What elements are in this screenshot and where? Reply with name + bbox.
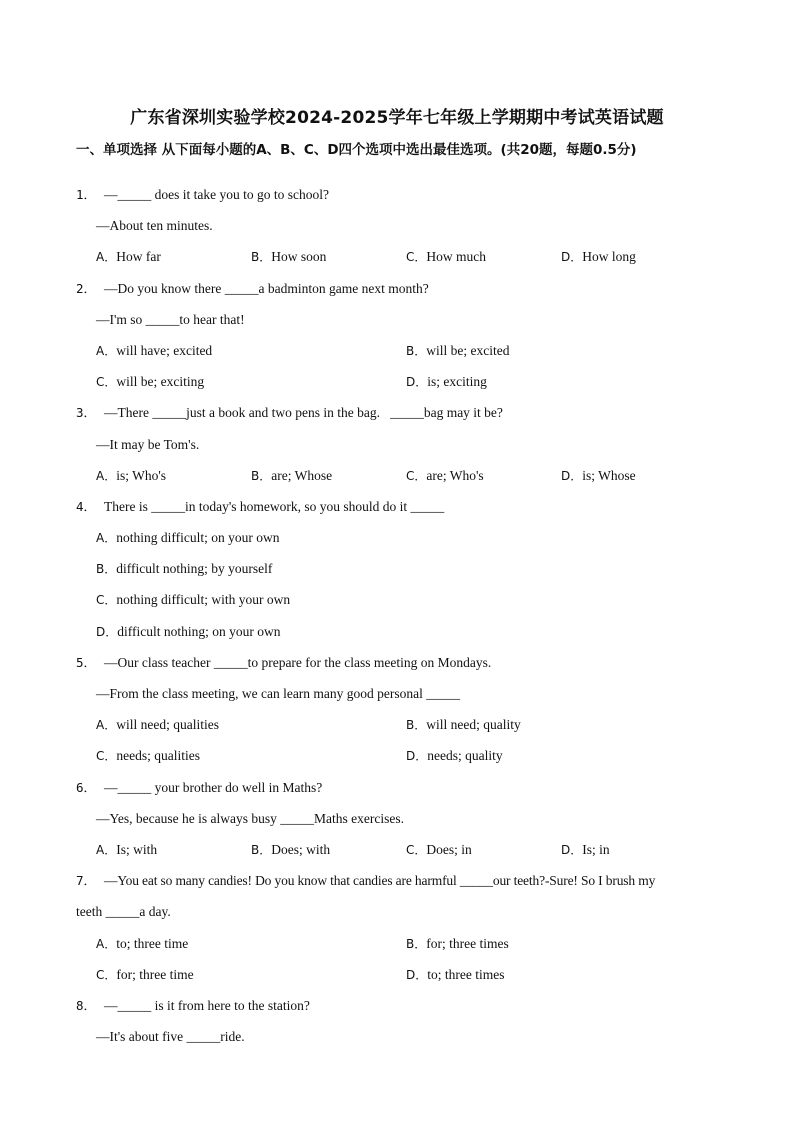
question-4 [76, 497, 726, 528]
question-5-options-cd [76, 746, 726, 777]
question-text: —_____ is it from here to the station? [104, 997, 310, 1013]
question-6-response: —Yes, because he is always busy _____Maths exercises. [96, 810, 404, 826]
option-b[interactable]: B．are; Whose [251, 467, 333, 483]
option-d[interactable]: D．Is; in [561, 841, 610, 857]
question-5 [76, 653, 726, 684]
question-7-continuation: teeth _____a day. [76, 904, 171, 920]
option-a[interactable]: A．will have; excited [96, 342, 213, 358]
option-a[interactable]: A．Is; with [96, 841, 158, 857]
question-5-options-ab [76, 715, 726, 746]
option-a[interactable]: A．is; Who's [96, 467, 167, 483]
question-number: 3． [76, 405, 97, 421]
section-heading: 一、单项选择 从下面每小题的A、B、C、D四个选项中选出最佳选项。(共20题，每题0.5分) [76, 142, 637, 158]
option-c[interactable]: C．for; three time [96, 966, 194, 982]
question-number: 2． [76, 280, 97, 296]
question-text: —Our class teacher _____to prepare for the class meeting on Mondays. [104, 654, 492, 670]
question-number: 5． [76, 654, 97, 670]
option-b[interactable]: B．will be; excited [406, 342, 510, 358]
question-6 [76, 778, 726, 809]
option-d[interactable]: D．difficult nothing; on your own [96, 623, 281, 639]
question-1-response: —About ten minutes. [96, 218, 213, 234]
option-d[interactable]: D．needs; quality [406, 748, 503, 764]
question-3-response: —It may be Tom's. [96, 436, 200, 452]
option-b[interactable]: B．Does; with [251, 841, 331, 857]
question-number: 1． [76, 187, 97, 202]
option-c[interactable]: C．needs; qualities [96, 748, 200, 764]
option-d[interactable]: D．is; exciting [406, 374, 487, 390]
question-number: 8． [76, 997, 97, 1013]
question-2-response: —I'm so _____to hear that! [96, 311, 245, 327]
option-b[interactable]: B．will need; quality [406, 717, 521, 733]
question-7 [76, 871, 726, 902]
question-text: —_____ your brother do well in Maths? [104, 779, 323, 795]
option-c[interactable]: C．Does; in [406, 841, 472, 857]
question-3-options [76, 466, 726, 497]
option-b[interactable]: B．for; three times [406, 935, 509, 951]
question-5-response: —From the class meeting, we can learn many good personal _____ [96, 686, 461, 701]
option-b[interactable]: B．How soon [251, 249, 327, 265]
question-list [76, 185, 726, 1058]
option-c[interactable]: C．How much [406, 249, 487, 265]
question-text: —Do you know there _____a badminton game next month? [104, 280, 429, 296]
question-7-options-ab [76, 934, 726, 965]
option-a[interactable]: A．will need; qualities [96, 717, 219, 733]
option-d[interactable]: D．to; three times [406, 966, 505, 982]
option-b[interactable]: B．difficult nothing; by yourself [96, 561, 273, 577]
question-8 [76, 996, 726, 1027]
question-text: —There _____just a book and two pens in the bag. _____bag may it be? [104, 405, 503, 421]
option-d[interactable]: D．is; Whose [561, 467, 636, 483]
question-text: —You eat so many candies! Do you know that candies are harmful _____our teeth?-Sure! So I brush my [104, 873, 656, 889]
question-number: 6． [76, 779, 97, 795]
question-2 [76, 279, 726, 310]
question-text: There is _____in today's homework, so you should do it _____ [104, 498, 445, 514]
question-6-options [76, 840, 726, 871]
option-c[interactable]: C．nothing difficult; with your own [96, 592, 291, 608]
page-title: 广东省深圳实验学校2024-2025学年七年级上学期期中考试英语试题 [130, 108, 664, 128]
option-d[interactable]: D．How long [561, 249, 636, 265]
question-number: 4． [76, 498, 97, 514]
question-8-response: —It's about five _____ride. [96, 1029, 245, 1045]
question-1 [76, 185, 726, 216]
question-1-options [76, 247, 726, 278]
question-number: 7． [76, 873, 97, 889]
question-2-options-cd [76, 372, 726, 403]
question-7-options-cd [76, 965, 726, 996]
option-a[interactable]: A．to; three time [96, 935, 189, 951]
question-text: —_____ does it take you to go to school? [104, 187, 329, 202]
option-c[interactable]: C．will be; exciting [96, 374, 205, 390]
question-3 [76, 403, 726, 434]
option-a[interactable]: A．nothing difficult; on your own [96, 530, 280, 546]
option-c[interactable]: C．are; Who's [406, 467, 484, 483]
option-a[interactable]: A．How far [96, 249, 161, 265]
question-2-options-ab [76, 341, 726, 372]
